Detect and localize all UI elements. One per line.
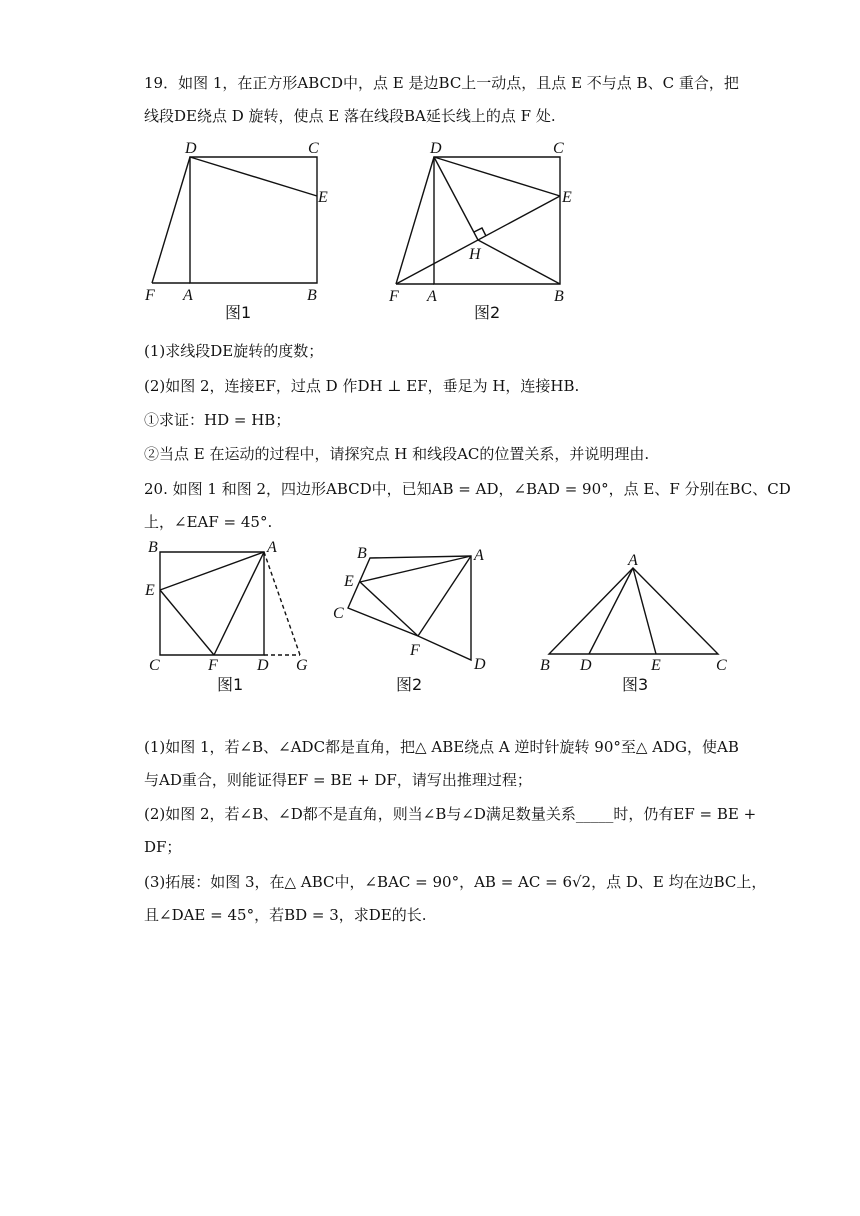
q20-intro-line2: 上，∠EAF = 45°. xyxy=(144,513,273,531)
q19f1-label-c: C xyxy=(308,140,319,157)
q20f3-label-c: C xyxy=(716,657,727,674)
q20f3-label-b: B xyxy=(540,657,550,674)
q20f3-caption: 图3 xyxy=(622,675,649,694)
q19f2-label-f: F xyxy=(389,288,399,305)
q19-part1: (1)求线段DE旋转的度数； xyxy=(144,342,324,360)
segment-ae xyxy=(633,568,656,654)
q20-part1-line1: (1)如图 1，若∠B、∠ADC都是直角，把△ ABE绕点 A 逆时针旋转 90°至△ ADG，使AB xyxy=(144,738,739,756)
segment-df xyxy=(152,157,190,283)
q20-part2-line2: DF； xyxy=(144,838,182,856)
q20f2-label-a: A xyxy=(474,547,484,564)
q19f1-label-a: A xyxy=(183,287,193,304)
q19f2-label-a: A xyxy=(427,288,437,305)
q19-figure-2 xyxy=(396,157,560,284)
q20f2-label-b: B xyxy=(357,545,367,562)
q20-part1-line2: 与AD重合，则能证得EF = BE + DF，请写出推理过程； xyxy=(144,771,532,789)
q20-part2-line1: (2)如图 2，若∠B、∠D都不是直角，则当∠B与∠D满足数量关系_____时，仍有EF = BE + xyxy=(144,805,757,823)
q20f1-label-f: F xyxy=(208,657,218,674)
q20-figure-1 xyxy=(160,552,300,655)
segment-ef xyxy=(360,582,418,636)
segment-hb xyxy=(478,240,560,284)
q20-part3-line2: 且∠DAE = 45°，若BD = 3，求DE的长. xyxy=(144,906,427,924)
q19-part2-2: ②当点 E 在运动的过程中，请探究点 H 和线段AC的位置关系，并说明理由. xyxy=(144,445,650,463)
q20f3-label-d: D xyxy=(580,657,592,674)
q19f2-label-e: E xyxy=(562,189,572,206)
q20f1-label-c: C xyxy=(149,657,160,674)
q19f2-label-d: D xyxy=(430,140,442,157)
segment-ad xyxy=(589,568,633,654)
segment-de xyxy=(434,157,560,196)
q20f1-label-d: D xyxy=(257,657,269,674)
q20f2-label-d: D xyxy=(474,656,486,673)
q20f1-label-e: E xyxy=(145,582,155,599)
q20-part3-line1: (3)拓展：如图 3，在△ ABC中，∠BAC = 90°，AB = AC = 6√2，点 D、E 均在边BC上， xyxy=(144,873,767,891)
q19f2-label-c: C xyxy=(553,140,564,157)
q20f1-label-b: B xyxy=(148,539,158,556)
q20f1-caption: 图1 xyxy=(217,675,244,694)
q19f1-label-f: F xyxy=(145,287,155,304)
q19f1-label-d: D xyxy=(185,140,197,157)
q19f1-label-b: B xyxy=(307,287,317,304)
segment-af xyxy=(418,556,471,636)
segment-ag-dashed xyxy=(264,552,300,655)
q20f2-label-e: E xyxy=(344,573,354,590)
q19f2-label-h: H xyxy=(469,246,481,263)
q19-intro-line1: 19．如图 1，在正方形ABCD中，点 E 是边BC上一动点，且点 E 不与点 B、C 重合，把 xyxy=(144,74,739,92)
q20-figure-3 xyxy=(549,568,718,654)
q19f2-caption: 图2 xyxy=(474,303,501,322)
segment-dh xyxy=(434,157,478,240)
segment-de xyxy=(190,157,317,196)
q19f1-label-e: E xyxy=(318,189,328,206)
q19-figure-1 xyxy=(152,157,317,283)
q19-part2: (2)如图 2，连接EF，过点 D 作DH ⊥ EF，垂足为 H，连接HB. xyxy=(144,377,580,395)
segment-ef xyxy=(160,590,214,655)
q19-intro-line2: 线段DE绕点 D 旋转，使点 E 落在线段BA延长线上的点 F 处. xyxy=(144,107,556,125)
q20f2-label-c: C xyxy=(333,605,344,622)
q20f3-label-e: E xyxy=(651,657,661,674)
q20-intro-line1: 20. 如图 1 和图 2，四边形ABCD中，已知AB = AD，∠BAD = 90°，点 E、F 分别在BC、CD xyxy=(144,480,791,498)
triangle-abc xyxy=(549,568,718,654)
q19f2-label-b: B xyxy=(554,288,564,305)
q20f3-label-a: A xyxy=(628,552,638,569)
q20f2-label-f: F xyxy=(410,642,420,659)
q20f1-label-g: G xyxy=(296,657,308,674)
q19f1-caption: 图1 xyxy=(225,303,252,322)
square-abcd xyxy=(160,552,264,655)
q20f1-label-a: A xyxy=(267,539,277,556)
segment-ae xyxy=(360,556,471,582)
segment-df xyxy=(396,157,434,284)
q20f2-caption: 图2 xyxy=(396,675,423,694)
q19-part2-1: ①求证：HD = HB； xyxy=(144,411,291,429)
